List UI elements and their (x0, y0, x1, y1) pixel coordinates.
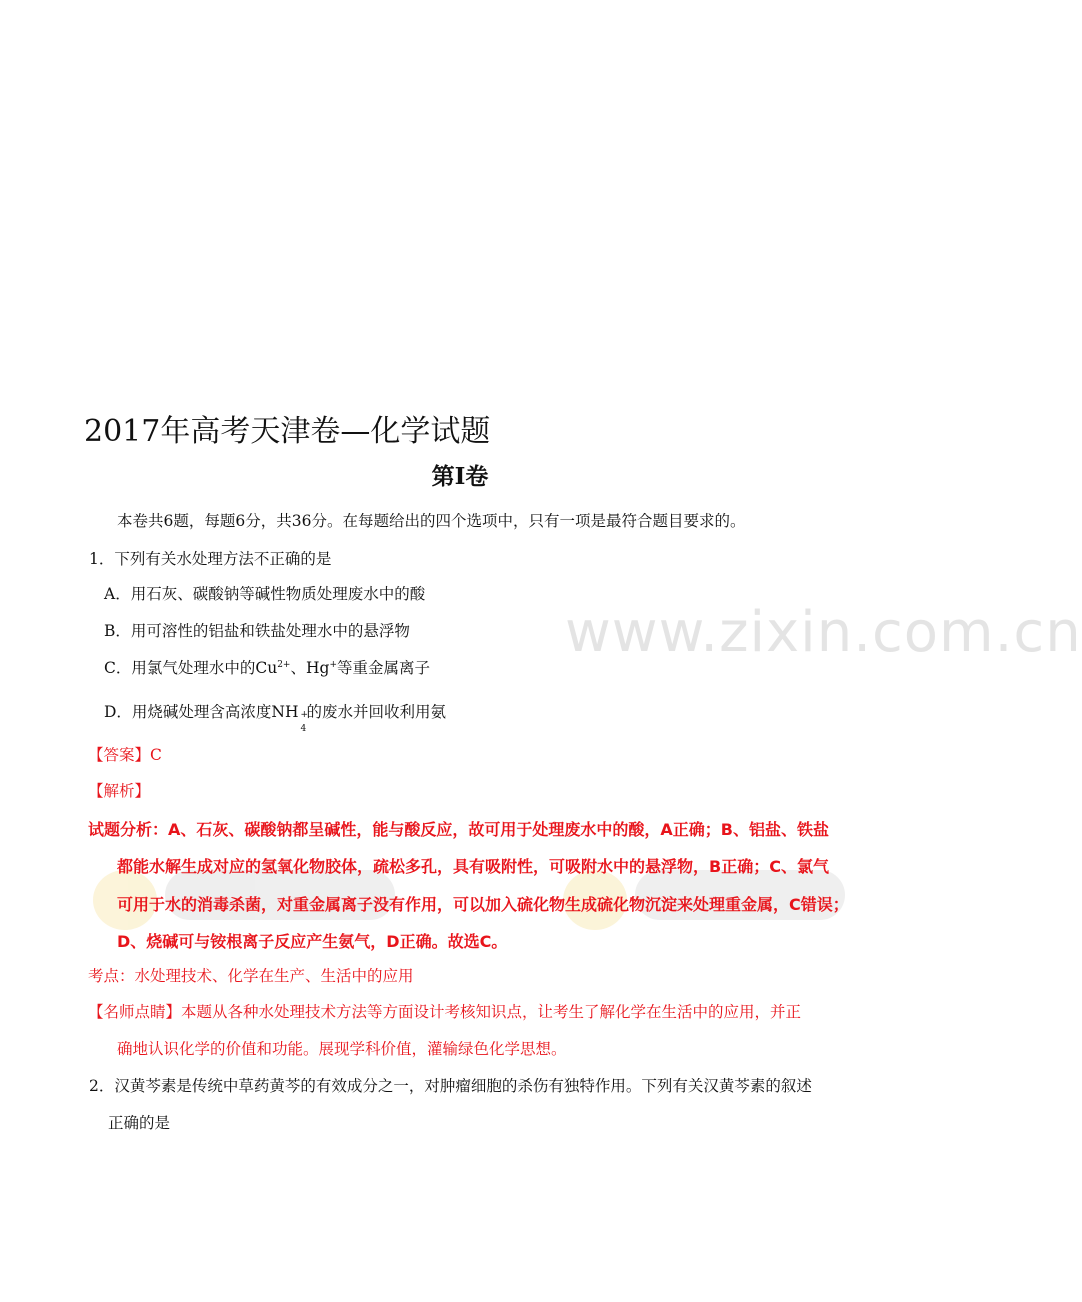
mingshi-text-1: 本题从各种水处理技术方法等方面设计考核知识点，让考生了解化学在生活中的应用，并正 (181, 1003, 802, 1021)
q1-option-b: B．用可溶性的铝盐和铁盐处理水中的悬浮物 (104, 622, 410, 640)
q1-stem: 1．下列有关水处理方法不正确的是 (89, 550, 332, 568)
volume-heading: 第Ⅰ卷 (431, 463, 489, 490)
hg-charge: + (329, 659, 337, 670)
q2-stem-line-1: 2．汉黄芩素是传统中草药黄芩的有效成分之一，对肿瘤细胞的杀伤有独特作用。下列有关汉黄芩素的叙述 (89, 1077, 812, 1095)
q1-option-c (104, 657, 430, 679)
kaodian-text: 考点：水处理技术、化学在生产、生活中的应用 (88, 967, 414, 985)
mingshi-label: 【名师点睛】 (88, 1003, 182, 1021)
q1-option-c-text-1: C．用氯气处理水中的Cu (104, 659, 278, 677)
analysis-label: 【解析】 (88, 782, 151, 800)
cu-charge: 2+ (277, 659, 291, 670)
q1-option-c-text-3: 等重金属离子 (336, 659, 430, 677)
page-title: 2017年高考天津卷—化学试题 (84, 414, 491, 449)
site-watermark: www.zixin.com.cn (565, 600, 1082, 665)
q1-option-d-text-2: 的废水并回收利用氨 (306, 703, 447, 721)
mingshi-line-1 (88, 1001, 801, 1023)
answer-label: 【答案】C (88, 746, 162, 764)
intro-text: 本卷共6题，每题6分，共36分。在每题给出的四个选项中，只有一项是最符合题目要求的。 (117, 512, 746, 530)
q1-option-d-text-1: D．用烧碱处理含高浓度NH (104, 703, 299, 721)
q1-option-a: A．用石灰、碳酸钠等碱性物质处理废水中的酸 (104, 585, 426, 603)
analysis-line-3: 可用于水的消毒杀菌，对重金属离子没有作用，可以加入硫化物生成硫化物沉淀来处理重金属，C错误； (117, 895, 849, 914)
q2-stem-line-2: 正确的是 (108, 1114, 171, 1132)
mingshi-line-2: 确地认识化学的价值和功能。展现学科价值，灌输绿色化学思想。 (117, 1040, 567, 1058)
analysis-line-4: D、烧碱可与铵根离子反应产生氨气，D正确。故选C。 (117, 932, 508, 951)
analysis-line-1: 试题分析：A、石灰、碳酸钠都呈碱性，能与酸反应，故可用于处理废水中的酸，A正确；B、铝盐、铁盐 (88, 820, 829, 839)
analysis-line-2: 都能水解生成对应的氢氧化物胶体，疏松多孔，具有吸附性，可吸附水中的悬浮物，B正确；C、氯气 (117, 857, 829, 876)
q1-option-d: D．用烧碱处理含高浓度NH + 4 的废水并回收利用氨 (104, 703, 447, 734)
q1-option-c-text-2: 、Hg (290, 659, 330, 677)
